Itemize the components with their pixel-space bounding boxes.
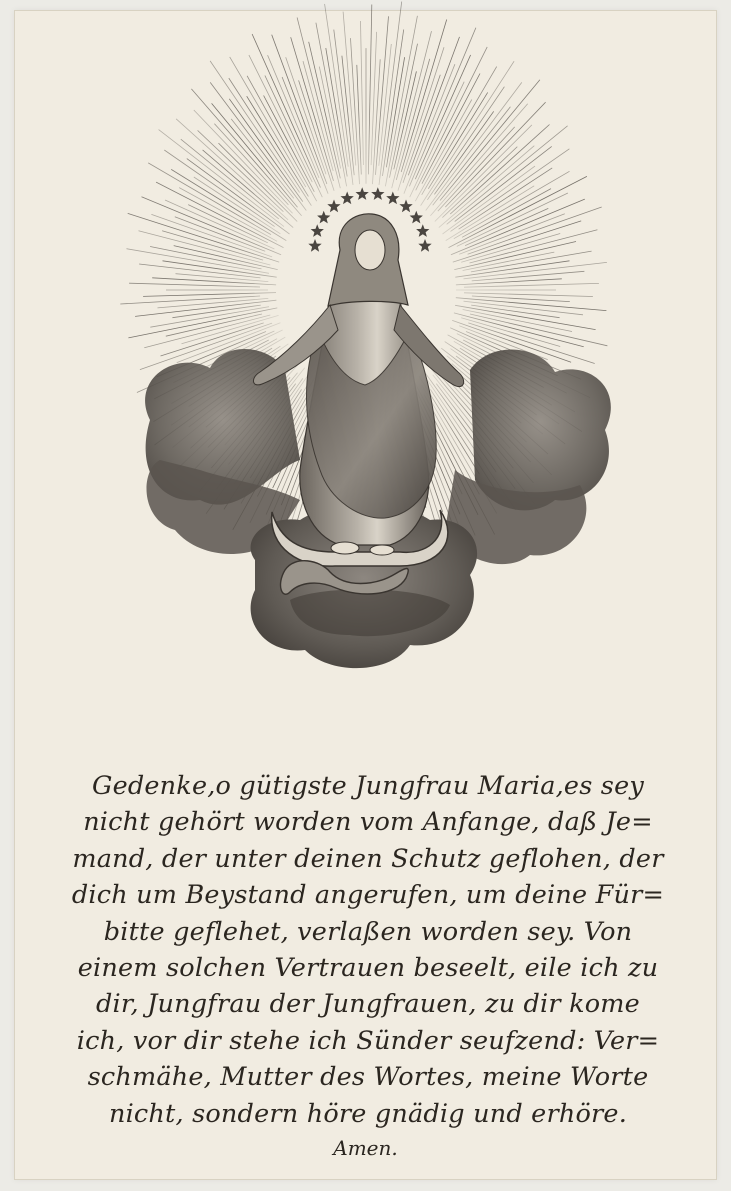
virgin-face — [355, 230, 385, 270]
prayer-line: Gedenke,o gütigste Jungfrau Maria,es sey — [92, 771, 644, 801]
foot — [370, 545, 394, 555]
prayer-line: schmähe, Mutter des Wortes, meine Worte — [87, 1062, 649, 1093]
foot — [331, 542, 359, 554]
prayer-line: nicht, sondern höre gnädig und erhöre. — [108, 1098, 628, 1129]
prayer-line: bitte geflehet, verlaßen worden sey. Von — [103, 916, 633, 947]
prayer-closing: Amen. — [333, 1136, 398, 1160]
prayer-line: nicht gehört worden vom Anfange, daß Je= — [83, 807, 653, 838]
prayer-text — [60, 768, 676, 1132]
prayer-line: mand, der unter deinen Schutz geflohen, der — [72, 843, 664, 874]
prayer-line: ich, vor dir stehe ich Sünder seufzend: Ver= — [76, 1025, 660, 1056]
prayer-line: dir, Jungfrau der Jungfrauen, zu dir kome — [96, 989, 640, 1020]
prayer-line: dich um Beystand angerufen, um deine Für= — [71, 880, 665, 911]
prayer-line: einem solchen Vertrauen beseelt, eile ich zu — [77, 953, 659, 984]
